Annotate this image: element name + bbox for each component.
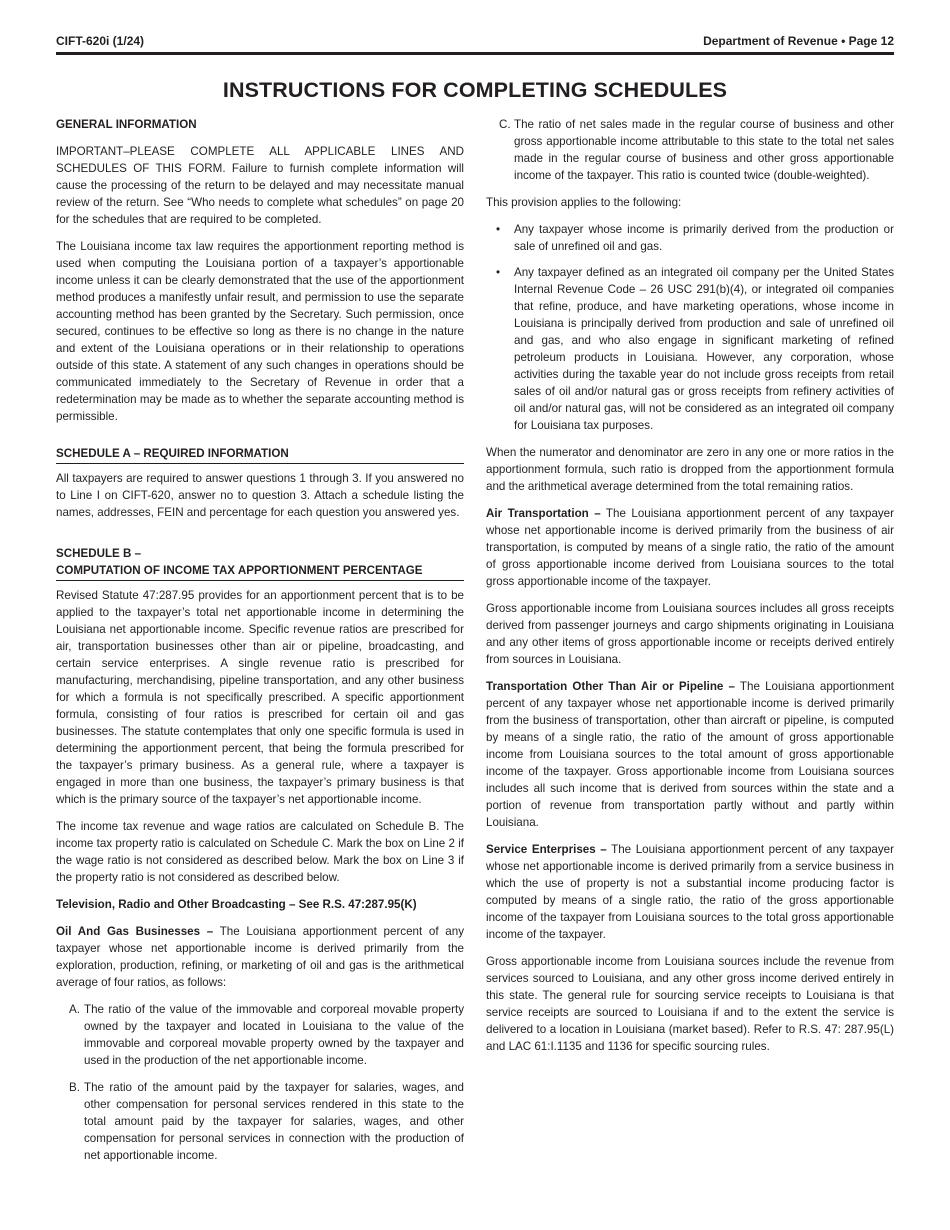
service-enterprises-paragraph [486,841,894,943]
department-page-number: Department of Revenue • Page 12 [703,34,894,48]
right-column [486,116,894,1065]
list-item [486,221,894,255]
service-enterprises-lead: Service Enterprises – [486,843,607,856]
transportation-text: The Louisiana apportionment percent of any taxpayer whose net apportionable income is derived primarily from the business of transportation, other than aircraft or pipeline, is computed by means of a single ratio, the ratio of the amount of gross apportionable income from Louisiana sources to the total amount of gross apportionable income of the taxpayer. Gross apportionable income from Louisiana sources includes all such income that is derived from sources within the state and a portion of revenue from transportation partly without and partly within Louisiana. [486,680,894,829]
transportation-lead: Transportation Other Than Air or Pipeline – [486,680,735,693]
air-transportation-paragraph [486,505,894,590]
list-item-text: Any taxpayer defined as an integrated oil company per the United States Internal Revenue Code – 26 USC 291(b)(4), or integrated oil companies that refine, produce, and have marketing operations, whose income in Louisiana is principally derived from production and sale of unrefined oil and gas, and who also engage in significant marketing of refined petroleum products in Louisiana. However, any corporation, whose activities during the taxable year do not include gross receipts from retail sales of oil and/or natural gas or gross receipts from refinery activities of oil and/or natural gas, will not be considered as an integrated oil company for Louisiana tax purposes. [514,266,894,432]
list-marker: A. [69,1003,80,1016]
oil-gas-paragraph [56,923,464,991]
schedule-b-paragraph-1: Revised Statute 47:287.95 provides for an apportionment percent that is to be applied to the taxpayer’s total net apportionable income in determining the Louisiana net apportionable income. Specific revenue ratios are prescribed for air, transportation businesses other than air or pipeline, broadcasting, and certain service enterprises. A single revenue ratio is prescribed for manufacturing, merchandising, pipeline transportation, and any other business for which a formula is not specifically prescribed. A specific apportionment formula, consisting of four ratios is prescribed for certain oil and gas businesses. The statute contemplates that only one specific formula is used in determining the apportionment percent, that being the formula prescribed for the taxpayer’s primary business. As a general rule, where a taxpayer is engaged in more than one business, the taxpayer’s primary business is that which is the primary source of the taxpayer’s net apportionable income. [56,589,464,806]
numerator-denominator-paragraph: When the numerator and denominator are zero in any one or more ratios in the apportionment formula, such ratio is dropped from the apportionment formula and the arithmetical average determined from the total remaining ratios. [486,446,894,493]
schedule-a-paragraph: All taxpayers are required to answer questions 1 through 3. If you answered no to Line I on CIFT-620, answer no to question 3. Attach a schedule listing the names, addresses, FEIN and percentage for each question you answered yes. [56,472,464,519]
transportation-paragraph [486,678,894,831]
header-divider [56,52,894,55]
page-header [56,34,894,52]
schedule-a-heading: SCHEDULE A – REQUIRED INFORMATION [56,445,464,464]
general-information-heading: GENERAL INFORMATION [56,118,197,131]
list-item [56,1001,464,1069]
air-transportation-lead: Air Transportation – [486,507,601,520]
broadcasting-heading: Television, Radio and Other Broadcasting – See R.S. 47:287.95(K) [56,898,417,911]
list-item [486,116,894,184]
bullet-icon: • [496,266,501,279]
list-item-text: The ratio of the amount paid by the taxpayer for salaries, wages, and other compensation for personal services rendered in this state to the total amount paid by the taxpayer for salaries, wages, and other compensation for personal services in connection with the production of net apportionable income. [84,1081,464,1162]
schedule-b-heading [56,545,464,581]
gross-income-paragraph-2: Gross apportionable income from Louisiana sources include the revenue from services sourced to Louisiana, and any other gross income derived entirely in this state. The general rule for sourcing service receipts to Louisiana is that service receipts are sourced to Louisiana if and to the extent the service is delivered to a location in Louisiana (market based). Refer to R.S. 47: 287.95(L) and LAC 61:I.1135 and 1136 for specific sourcing rules. [486,955,894,1053]
schedule-b-heading-line-2: COMPUTATION OF INCOME TAX APPORTIONMENT PERCENTAGE [56,564,423,577]
form-id: CIFT-620i (1/24) [56,34,145,48]
bullet-icon: • [496,223,501,236]
list-item [56,1079,464,1164]
list-marker: C. [499,118,511,131]
list-item [486,264,894,434]
service-enterprises-text: The Louisiana apportionment percent of any taxpayer whose net apportionable income is derived primarily from a service business in which the use of property is not a substantial income producing factor is computed by means of a single ratio, the ratio of the gross apportionable income of the taxpayer from Louisiana sources to the total gross apportionable income of the taxpayer. [486,843,894,941]
bullet-list [486,221,894,434]
oil-gas-lead: Oil And Gas Businesses – [56,925,214,938]
left-column [56,116,464,1174]
provision-paragraph: This provision applies to the following: [486,196,682,209]
schedule-b-paragraph-2: The income tax revenue and wage ratios are calculated on Schedule B. The income tax property ratio is calculated on Schedule C. Mark the box on Line 2 if the wage ratio is not considered as described below. Mark the box on Line 3 if the property ratio is not considered as described below. [56,820,464,884]
air-transportation-text: The Louisiana apportionment percent of any taxpayer whose net apportionable income is derived primarily from the business of air transportation, is computed by means of a single ratio, the ratio of the amount of gross apportionable income derived from Louisiana sources to the total gross apportionable income of the taxpayer. [486,507,894,588]
general-info-paragraph-2: The Louisiana income tax law requires the apportionment reporting method is used when computing the Louisiana portion of a taxpayer’s apportionable income unless it can be clearly demonstrated that the use of the apportionment method produces a manifestly unfair result, and permission to use the separate accounting method has been granted by the Secretary. Such permission, once secured, continues to be effective so long as there is no change in the nature and extent of the Louisiana operations or in their relationship to operations outside of this state. A statement of any such changes in operations should be communicated immediately to the Secretary of Revenue in order that a redetermination may be made as to whether the separate accounting method is permissible. [56,240,464,423]
list-item-text: The ratio of net sales made in the regular course of business and other gross apportionable income attributable to this state to the total net sales made in the regular course of business and other gross apportionable income of the taxpayer. This ratio is counted twice (double-weighted). [514,118,894,182]
page-title: INSTRUCTIONS FOR COMPLETING SCHEDULES [222,78,728,102]
ratio-list-continued [486,116,894,184]
schedule-b-heading-line-1: SCHEDULE B – [56,547,142,560]
list-item-text: The ratio of the value of the immovable and corporeal movable property owned by the taxpayer and located in Louisiana to the value of the immovable and corporeal movable property owned by the taxpayer and used in the production of the net apportionable income. [84,1003,464,1067]
ratio-list [56,1001,464,1164]
list-item-text: Any taxpayer whose income is primarily derived from the production or sale of unrefined oil and gas. [514,223,894,253]
oil-gas-text: The Louisiana apportionment percent of any taxpayer whose net apportionable income is derived primarily from the exploration, production, refining, or marketing of oil and gas is the arithmetical average of four ratios, as follows: [56,925,464,989]
gross-income-paragraph-1: Gross apportionable income from Louisiana sources includes all gross receipts derived from passenger journeys and cargo shipments originating in Louisiana and any other items of gross apportionable income or receipts derived entirely from sources in Louisiana. [486,602,894,666]
list-marker: B. [69,1081,80,1094]
general-info-paragraph-1: IMPORTANT–PLEASE COMPLETE ALL APPLICABLE LINES AND SCHEDULES OF THIS FORM. Failure to furnish complete information will cause the processing of the return to be delayed and may necessitate manual review of the return. See “Who needs to complete what schedules” on page 20 for the schedules that are required to be completed. [56,145,464,226]
